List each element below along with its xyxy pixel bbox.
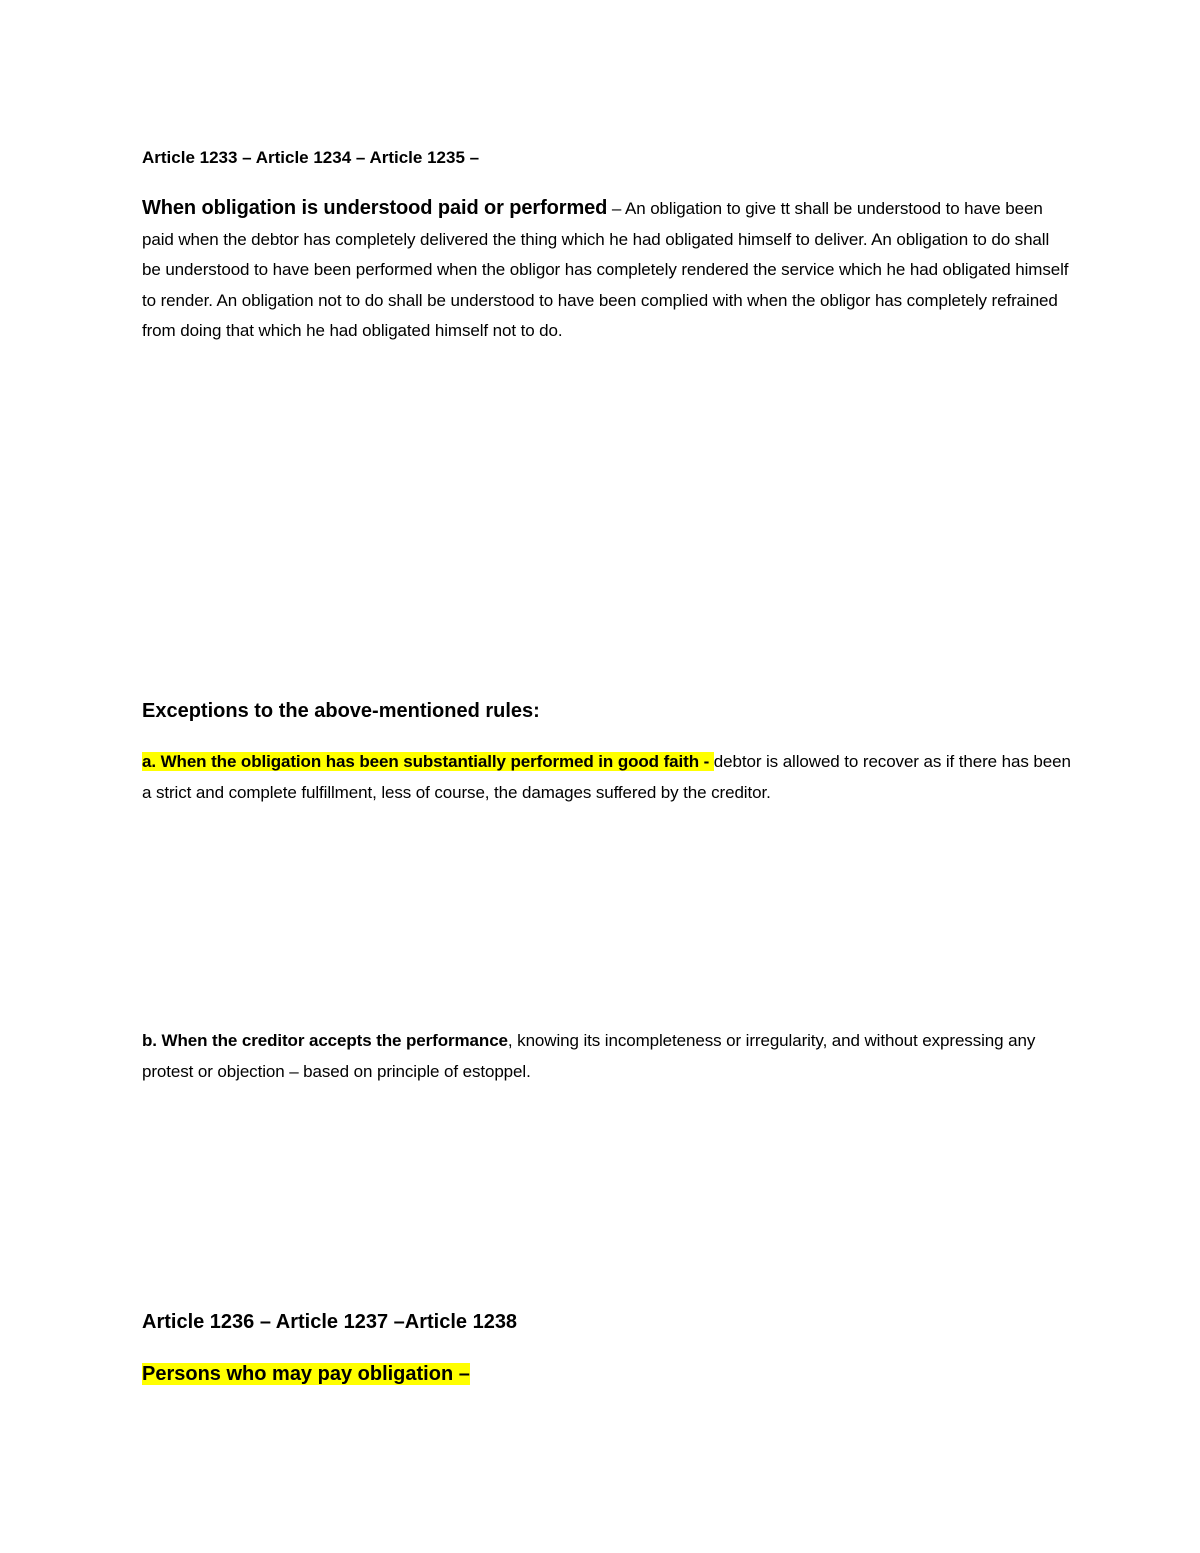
exception-a-lead: a. When the obligation has been substantially performed in good faith - (142, 752, 714, 771)
obligation-paid-text: – An obligation to give tt shall be understood to have been paid when the debtor has completely delivered the thing which he had obligated himself to deliver. An obligation to do shall be understood to have been performed when the obligor has completely rendered the service which he had obligated himself to render. An obligation not to do shall be understood to have been complied with when the obligor has completely refrained from doing that which he had obligated himself not to do. (142, 199, 1069, 340)
exception-b-text: , knowing its incompleteness or irregularity, and without expressing any protest or objection – based on principle of estoppel. (142, 1031, 1036, 1081)
article-heading-1233-1235: Article 1233 – Article 1234 – Article 1235 – (142, 148, 480, 167)
exception-b-lead: b. When the creditor accepts the performance (142, 1031, 508, 1050)
article-heading-1236-1238: Article 1236 – Article 1237 –Article 1238 (142, 1311, 518, 1333)
persons-who-may-pay-heading (142, 1360, 1072, 1388)
exceptions-heading: Exceptions to the above-mentioned rules: (142, 700, 540, 722)
obligation-paid-paragraph (142, 193, 1072, 347)
exception-a-paragraph (142, 747, 1072, 808)
exception-a-text: debtor is allowed to recover as if there has been a strict and complete fulfillment, less of course, the damages suffered by the creditor. (142, 752, 1071, 802)
persons-who-may-pay-text: Persons who may pay obligation – (142, 1363, 470, 1385)
exception-b-paragraph (142, 1026, 1072, 1087)
obligation-paid-lead: When obligation is understood paid or performed (142, 197, 608, 219)
